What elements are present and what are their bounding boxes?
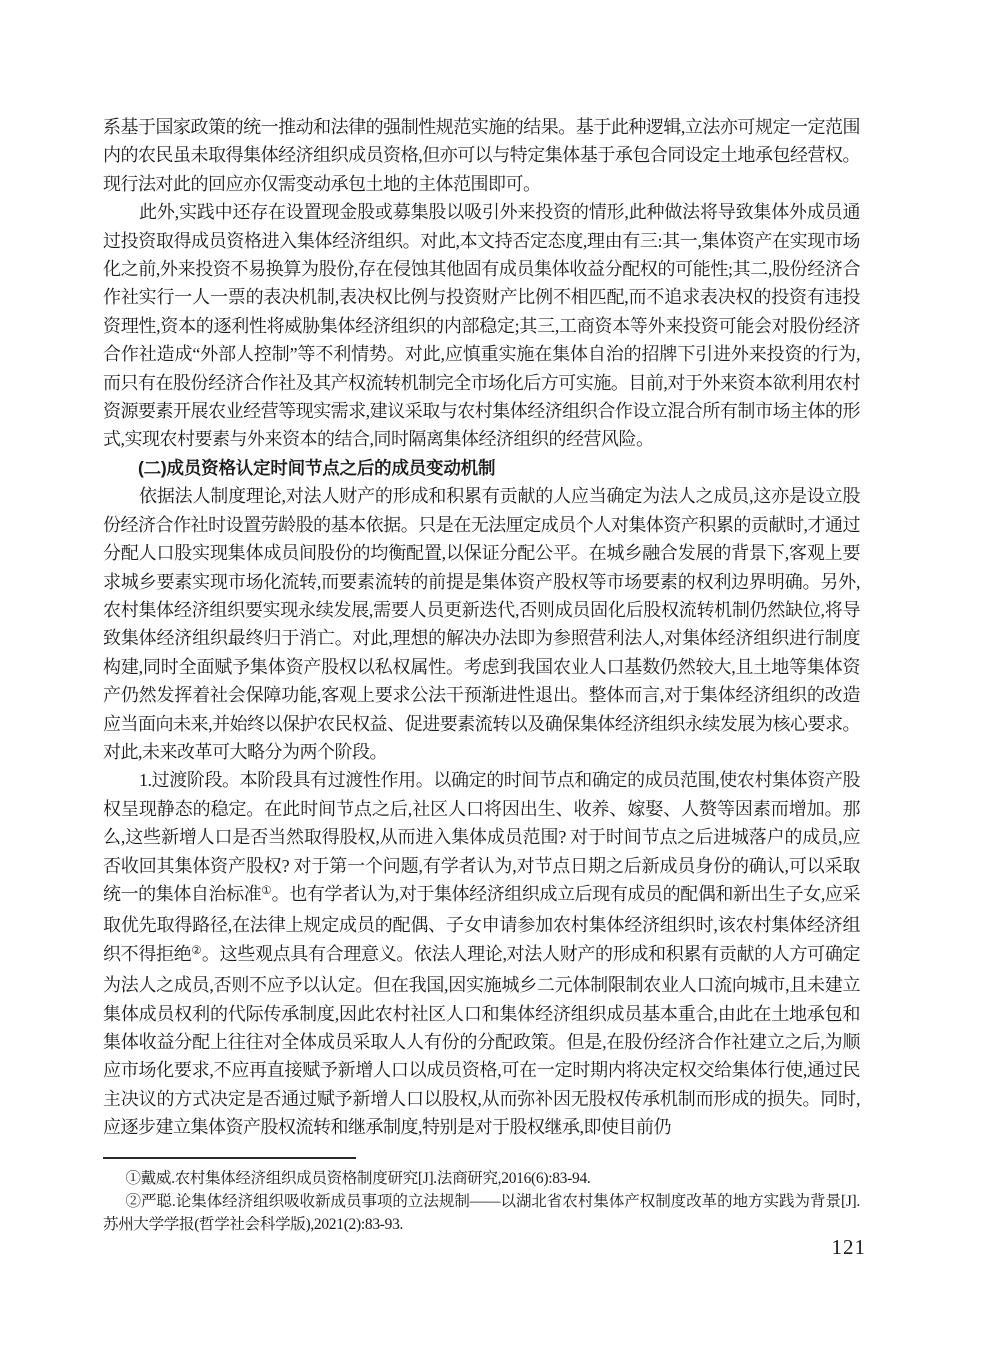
- paragraph-continuation: 系基于国家政策的统一推动和法律的强制性规范实施的结果。基于此种逻辑,立法亦可规定一定范围内的农民虽未取得集体经济组织成员资格,但亦可以与特定集体基于承包合同设定土地承包经营权。现行法对此的回应亦仅需变动承包土地的主体范围即可。: [103, 117, 860, 194]
- footnote-separator: [103, 1157, 356, 1159]
- section-heading: (二)成员资格认定时间节点之后的成员变动机制: [138, 457, 496, 478]
- paragraph: 此外,实践中还存在设置现金股或募集股以吸引外来投资的情形,此种做法将导致集体外成员通过投资取得成员资格进入集体经济组织。对此,本文持否定态度,理由有三:其一,集体资产在实现市场化之前,外来投资不易换算为股份,存在侵蚀其他固有成员集体收益分配权的可能性;其二,股份经济合作社实行一人一票的表决机制,表决权比例与投资财产比例不相匹配,而不追求表决权的投资有违投资理性,资本的逐利性将威胁集体经济组织的内部稳定;其三,工商资本等外来投资可能会对股份经济合作社造成“外部人控制”等不利情势。对此,应慎重实施在集体自治的招牌下引进外来投资的行为,而只有在股份经济合作社及其产权流转机制完全市场化后方可实施。目前,对于外来资本欲利用农村资源要素开展农业经营等现实需求,建议采取与农村集体经济组织合作设立混合所有制市场主体的形式,实现农村要素与外来资本的结合,同时隔离集体经济组织的经营风险。: [103, 202, 860, 450]
- paragraph: 依据法人制度理论,对法人财产的形成和积累有贡献的人应当确定为法人之成员,这亦是设立股份经济合作社时设置劳龄股的基本依据。只是在无法厘定成员个人对集体资产积累的贡献时,才通过分配人口股实现集体成员间股份的均衡配置,以保证分配公平。在城乡融合发展的背景下,客观上要求城乡要素实现市场化流转,而要素流转的前提是集体资产股权等市场要素的权利边界明确。另外,农村集体经济组织要实现永续发展,需要人员更新迭代,否则成员固化后股权流转机制仍然缺位,将导致集体经济组织最终归于消亡。对此,理想的解决办法即为参照营利法人,对集体经济组织进行制度构建,同时全面赋予集体资产股权以私权属性。考虑到我国农业人口基数仍然较大,且土地等集体资产仍然发挥着社会保障功能,客观上要求公法干预渐进性退出。整体而言,对于集体经济组织的改造应当面向未来,并始终以保护农民权益、促进要素流转以及确保集体经济组织永续发展为核心要求。对此,未来改革可大略分为两个阶段。: [103, 486, 860, 762]
- paragraph: [103, 766, 860, 1141]
- footnote-ref-1: ①: [261, 884, 272, 897]
- footnote-1: ①戴威.农村集体经济组织成员资格制度研究[J].法商研究,2016(6):83-94.: [125, 1170, 591, 1187]
- page-number: 121: [831, 1235, 866, 1259]
- footnotes-section: [103, 1157, 860, 1236]
- body-text-column: [103, 113, 860, 1142]
- paragraph-text: 1.过渡阶段。本阶段具有过渡性作用。以确定的时间节点和确定的成员范围,使农村集体资产股权呈现静态的稳定。在此时间节点之后,社区人口将因出生、收养、嫁娶、人赘等因素而增加。那么,这些新增人口是否当然取得股权,从而进入集体成员范围? 对于时间节点之后进城落户的成员,应否收回其集体资产股权? 对于第一个问题,有学者认为,对节点日期之后新成员身份的确认,可以采取统一的集体自治标准: [103, 770, 860, 904]
- paragraph-text: 。这些观点具有合理意义。依法人理论,对法人财产的形成和积累有贡献的人方可确定为法人之成员,否则不应予以认定。但在我国,因实施城乡二元体制限制农业人口流向城市,且未建立集体成员权利的代际传承制度,因此农村社区人口和集体经济组织成员基本重合,由此在土地承包和集体收益分配上往往对全体成员采取人人有份的分配政策。但是,在股份经济合作社建立之后,为顺应市场化要求,不应再直接赋予新增人口以成员资格,可在一定时期内将决定权交给集体行使,通过民主决议的方式决定是否通过赋予新增人口以股权,从而弥补因无股权传承机制而形成的损失。同时,应逐步建立集体资产股权流转和继承制度,特别是对于股权继承,即使目前仍: [103, 943, 861, 1138]
- paragraph-text: 。也有学者认为,对于集体经济组织成立后现有成员的配偶和新出生子女,应采取优先取得路径,在法律上规定成员的配偶、子女申请参加农村集体经济组织时,该农村集体经济组织不得拒绝: [103, 883, 861, 964]
- footnote-ref-2: ②: [191, 944, 202, 957]
- footnote-2: ②严聪.论集体经济组织吸收新成员事项的立法规制——以湖北省农村集体产权制度改革的地方实践为背景[J].苏州大学学报(哲学社会科学版),2021(2):83-93.: [103, 1193, 860, 1233]
